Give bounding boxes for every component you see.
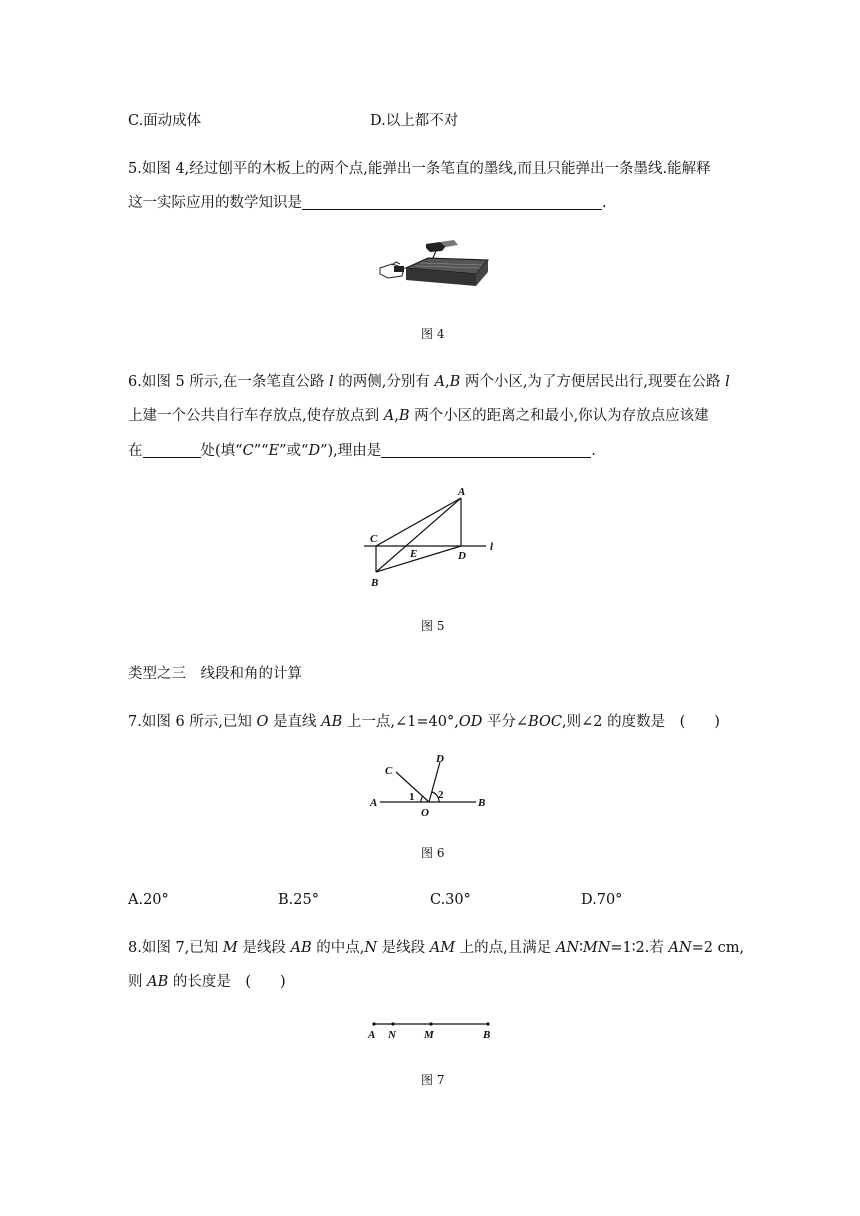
q7-option-a: A.20° [128, 892, 169, 908]
label-d: D [458, 550, 466, 562]
q5-period: . [602, 195, 607, 211]
point-n [391, 1022, 394, 1025]
label-a: A [370, 797, 378, 809]
q4-option-c: C.面动成体 [128, 113, 202, 129]
figure-4-caption: 图 4 [421, 327, 445, 341]
q5-line1: 5.如图 4,经过刨平的木板上的两个点,能弹出一条笔直的墨线,而且只能弹出一条墨线.能解释 [128, 161, 711, 177]
q4-option-d: D.以上都不对 [370, 113, 459, 129]
label-b: B [478, 797, 486, 809]
label-b: B [483, 1029, 491, 1041]
q7-stem: 7.如图 6 所示,已知 O 是直线 AB 上一点,∠1=40°,OD 平分∠BOC,则∠2 的度数是 ( ) [128, 714, 720, 730]
label-c: C [385, 765, 393, 777]
q6-line2: 上建一个公共自行车存放点,使存放点到 A,B 两个小区的距离之和最小,你认为存放点应该建 [128, 408, 709, 424]
angle-1-label: 1 [409, 791, 415, 803]
label-o: O [421, 807, 429, 819]
figure-4-carpenter-board [376, 238, 490, 294]
point-m [429, 1022, 432, 1025]
q6-line1: 6.如图 5 所示,在一条笔直公路 l 的两侧,分别有 A,B 两个小区,为了方便居民出行,现要在公路 l [128, 374, 730, 390]
figure-6-angle-diagram [366, 752, 496, 822]
angle-2-label: 2 [438, 789, 444, 801]
q7-option-b: B.25° [278, 892, 319, 908]
q5-answer-blank [302, 194, 602, 210]
q8-line2: 则 AB 的长度是 ( ) [128, 974, 286, 990]
label-l: l [490, 541, 494, 553]
figure-7-segment-diagram [362, 1016, 502, 1046]
label-m: M [424, 1029, 434, 1041]
label-a: A [368, 1029, 376, 1041]
figure-6-caption: 图 6 [421, 846, 445, 860]
q7-option-c: C.30° [430, 892, 471, 908]
figure-5-caption: 图 5 [421, 619, 445, 633]
q6-line3: 在 处(填“C”“E”或“D”),理由是 . [128, 443, 596, 459]
label-c: C [370, 533, 378, 545]
figure-7-caption: 图 7 [421, 1073, 445, 1087]
label-n: N [388, 1029, 396, 1041]
q5-text: 这一实际应用的数学知识是 [128, 195, 302, 211]
label-e: E [410, 548, 418, 560]
label-b: B [371, 577, 379, 589]
figure-5-road-diagram [360, 482, 510, 592]
section-heading: 类型之三 线段和角的计算 [128, 666, 302, 682]
label-d: D [436, 753, 444, 765]
point-a [372, 1022, 375, 1025]
q6-reason-blank [381, 442, 591, 458]
label-a: A [458, 486, 466, 498]
q8-line1: 8.如图 7,已知 M 是线段 AB 的中点,N 是线段 AM 上的点,且满足 AN∶MN=1∶2.若 AN=2 cm, [128, 940, 745, 956]
point-b [486, 1022, 489, 1025]
q5-line2 [128, 193, 607, 213]
q7-option-d: D.70° [581, 892, 623, 908]
q6-point-blank [143, 442, 201, 458]
